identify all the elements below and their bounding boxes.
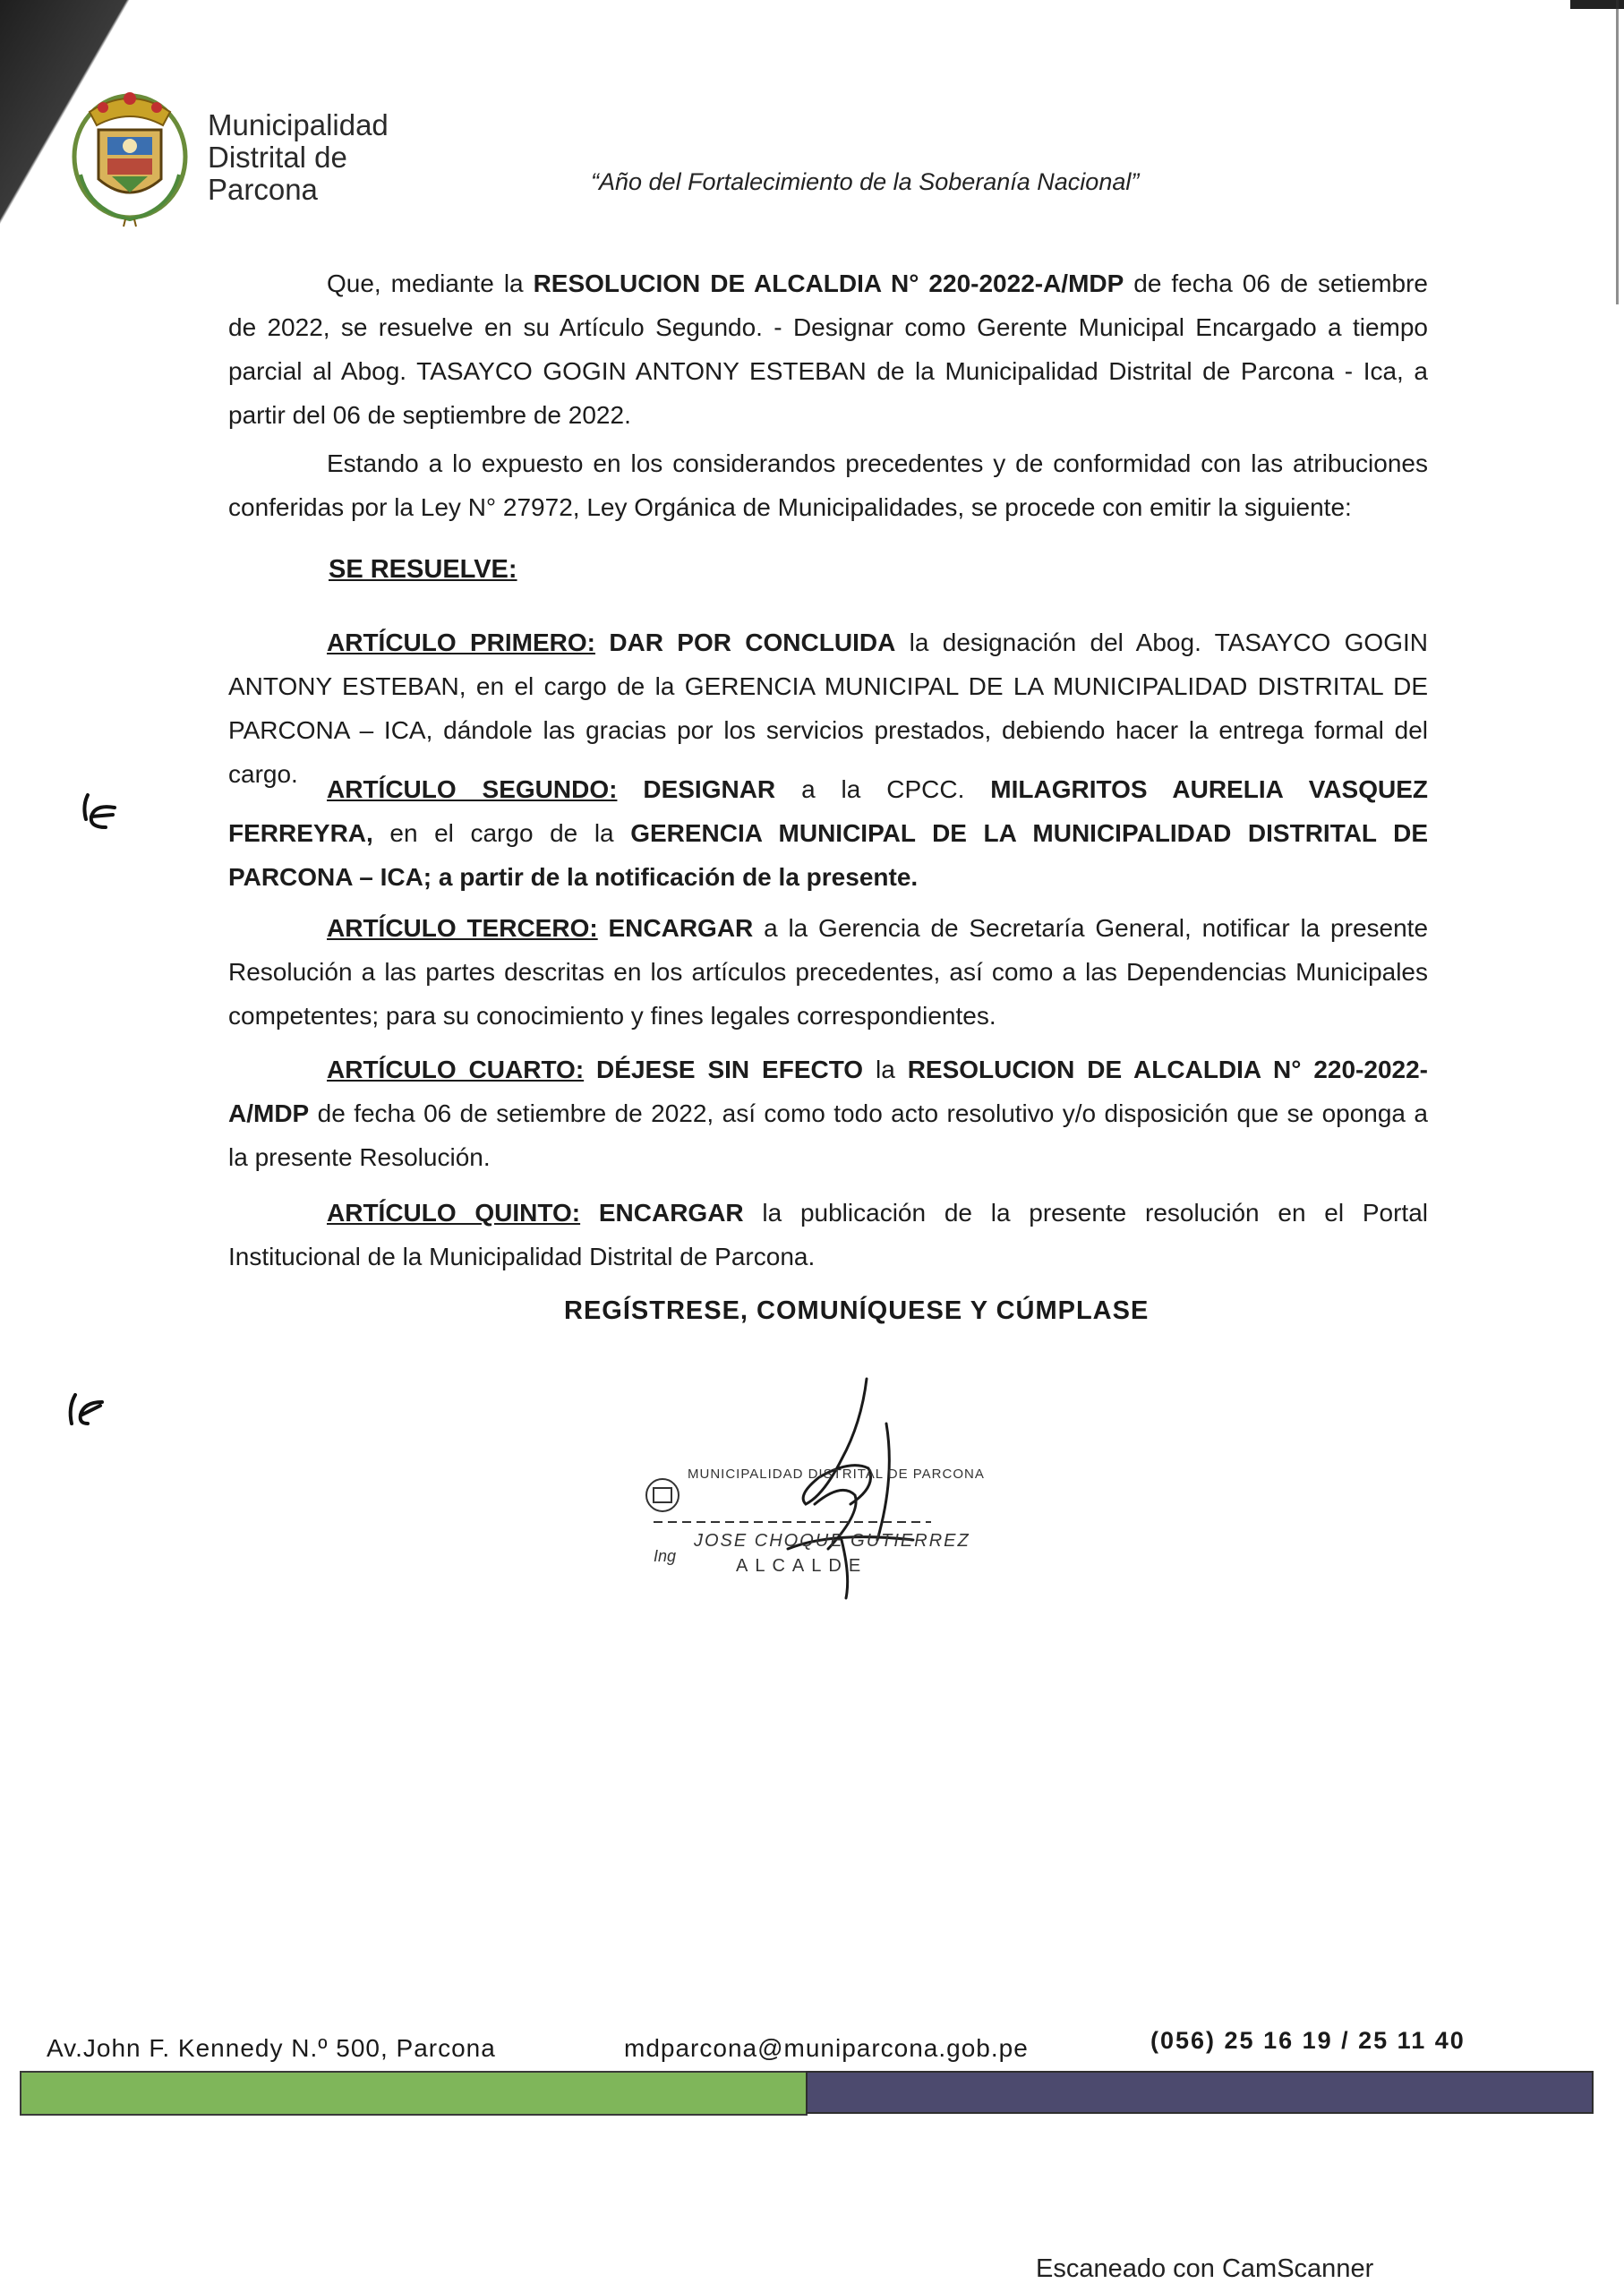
- art2-text2: en el cargo de la: [372, 819, 631, 847]
- art2-bold1: DESIGNAR: [617, 775, 776, 803]
- article-quinto: [228, 1191, 1428, 1279]
- se-resuelve-heading: SE RESUELVE:: [329, 555, 517, 584]
- art2-text1: a la CPCC.: [775, 775, 991, 803]
- art5-text: la publicación de la presente resolución en el Portal Institucional de la Municipalidad Distrital de Parcona.: [228, 1199, 1428, 1270]
- art4-resolution-ref: RESOLUCION DE ALCALDIA N° 220-2022-A/MDP: [228, 1056, 1428, 1127]
- paragraph-estando: [228, 441, 1428, 529]
- org-name: [208, 109, 389, 206]
- article-segundo: [228, 767, 1428, 899]
- signer-name: JOSE CHOQUE GUTIERREZ: [694, 1531, 970, 1551]
- year-motto: “Año del Fortalecimiento de la Soberanía Nacional”: [591, 168, 1140, 195]
- art2-bold3: GERENCIA MUNICIPAL DE LA MUNICIPALIDAD DISTRITAL DE PARCONA – ICA; a partir de la notificación de la presente.: [228, 819, 1429, 891]
- signature-seal-text: MUNICIPALIDAD DISTRITAL DE PARCONA: [688, 1467, 985, 1482]
- footer-address: Av.John F. Kennedy N.º 500, Parcona: [47, 2034, 496, 2062]
- footer-band-purple: [806, 2071, 1594, 2114]
- footer-phone: (056) 25 16 19 / 25 11 40: [1150, 2027, 1466, 2054]
- art4-text1: la: [863, 1056, 908, 1083]
- org-name-line3: Parcona: [208, 173, 318, 206]
- art1-label: ARTÍCULO PRIMERO:: [327, 629, 595, 656]
- art4-label: ARTÍCULO CUARTO:: [327, 1056, 585, 1083]
- org-name-line1: Municipalidad: [208, 108, 389, 141]
- paragraph-considerando: [228, 261, 1428, 437]
- art1-bold: DAR POR CONCLUIDA: [594, 629, 896, 656]
- footer-band-green: [20, 2071, 808, 2116]
- art2-appointee: MILAGRITOS AURELIA VASQUEZ FERREYRA,: [228, 775, 1428, 847]
- org-name-line2: Distrital de: [208, 141, 347, 174]
- scan-shadow-right-edge: [1616, 0, 1619, 304]
- article-cuarto: [228, 1048, 1428, 1179]
- margin-initial-mark-icon: [79, 788, 132, 842]
- signer-title: ALCALDE: [736, 1556, 868, 1576]
- art3-text: a la Gerencia de Secretaría General, notificar la presente Resolución a las partes descritas en los artículos precedentes, así como a las Dependencias Municipales competentes; para su conocimiento y fines legales correspondientes.: [228, 914, 1429, 1030]
- art4-bold1: DÉJESE SIN EFECTO: [584, 1056, 864, 1083]
- p2-text: Estando a lo expuesto en los considerandos precedentes y de conformidad con las atribuciones conferidas por la Ley N° 27972, Ley Orgánica de Municipalidades, se procede con emitir la siguiente:: [228, 449, 1428, 521]
- p1-text-c: de fecha 06 de setiembre de 2022, se resuelve en su Artículo Segundo. - Designar como Gerente Municipal Encargado a tiempo parcial al Abog. TASAYCO GOGIN ANTONY ESTEBAN de la Municipalidad Distrital de Parcona - Ica, a partir del 06 de septiembre de 2022.: [228, 269, 1428, 429]
- art2-label: ARTÍCULO SEGUNDO:: [327, 775, 618, 803]
- art5-label: ARTÍCULO QUINTO:: [327, 1199, 581, 1227]
- signer-prefix: Ing: [654, 1547, 677, 1565]
- p1-text-a: Que, mediante la: [327, 269, 534, 297]
- art4-text2: de fecha 06 de setiembre de 2022, así como todo acto resolutivo y/o disposición que se oponga a la presente Resolución.: [228, 1099, 1428, 1171]
- article-tercero: [228, 906, 1428, 1038]
- art3-bold: ENCARGAR: [597, 914, 754, 942]
- margin-initial-mark-icon: [64, 1386, 118, 1440]
- p1-resolution-ref: RESOLUCION DE ALCALDIA N° 220-2022-A/MDP: [533, 269, 1124, 297]
- footer-email: mdparcona@muniparcona.gob.pe: [624, 2034, 1029, 2062]
- art5-bold: ENCARGAR: [580, 1199, 744, 1227]
- art3-label: ARTÍCULO TERCERO:: [327, 914, 598, 942]
- scanner-watermark: Escaneado con CamScanner: [1036, 2254, 1374, 2283]
- art1-text: la designación del Abog. TASAYCO GOGIN ANTONY ESTEBAN, en el cargo de la GERENCIA MUNICIPAL DE LA MUNICIPALIDAD DISTRITAL DE PARCONA – ICA, dándole las gracias por los servicios prestados, debiendo hacer la entrega formal del cargo.: [228, 629, 1428, 788]
- closing-formula: REGÍSTRESE, COMUNÍQUESE Y CÚMPLASE: [564, 1296, 1150, 1325]
- municipal-crest-icon: [63, 76, 197, 228]
